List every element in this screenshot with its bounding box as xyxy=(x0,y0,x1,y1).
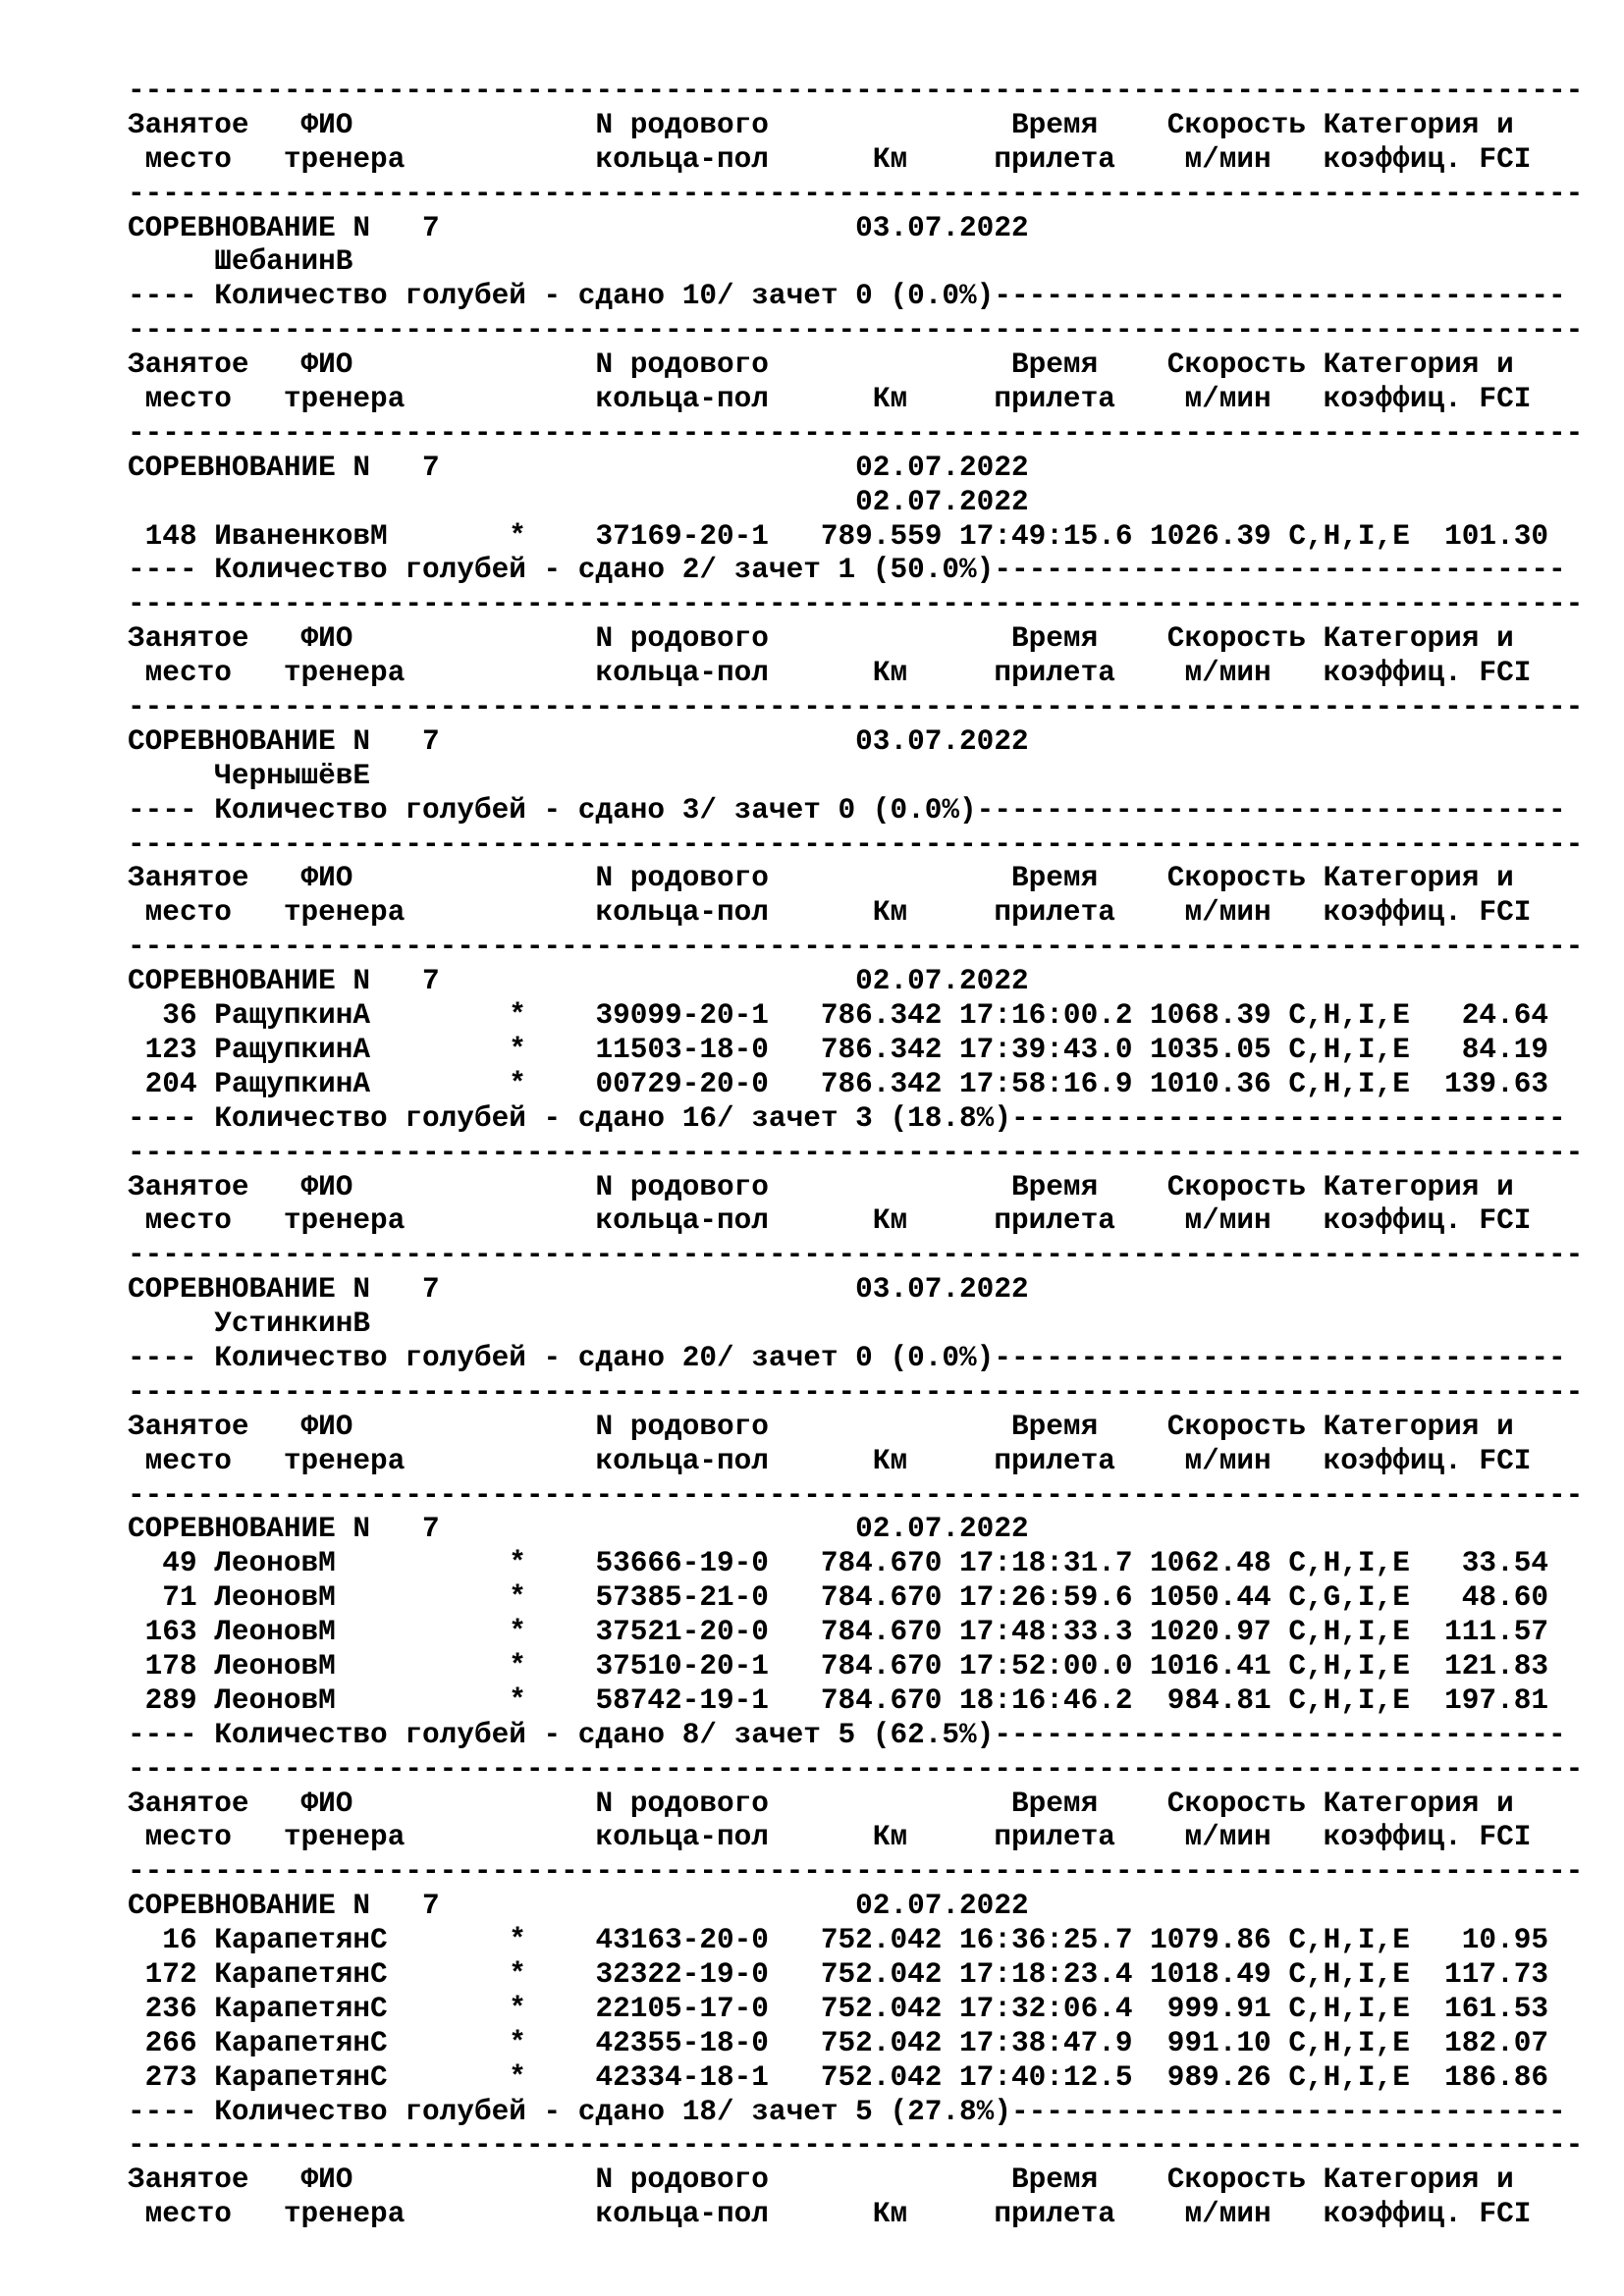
fancier-name-line: 02.07.2022 xyxy=(128,485,1029,518)
result-row: 236 КарапетянС * 22105-17-0 752.042 17:32:06.4 999.91 C,H,I,E 161.53 xyxy=(128,1992,1549,2025)
competition-title-line: СОРЕВНОВАНИЕ N 7 03.07.2022 xyxy=(128,724,1029,758)
separator-line: ------------------------------------------------------------------------------------ xyxy=(128,691,1584,724)
column-header-line: место тренера кольца-пол Км прилета м/мин коэффиц. FCI xyxy=(128,657,1532,690)
column-header-line: Занятое ФИО N родового Время Скорость Категория и xyxy=(128,348,1514,382)
column-header-line: место тренера кольца-пол Км прилета м/мин коэффиц. FCI xyxy=(128,2198,1532,2231)
results-report xyxy=(128,75,1583,2232)
competition-title-line: СОРЕВНОВАНИЕ N 7 02.07.2022 xyxy=(128,1513,1029,1546)
summary-line: ---- Количество голубей - сдано 3/ зачет 0 (0.0%)---------------------------------- xyxy=(128,793,1566,827)
separator-line: ------------------------------------------------------------------------------------ xyxy=(128,931,1584,964)
column-header-line: Занятое ФИО N родового Время Скорость Категория и xyxy=(128,1410,1514,1443)
separator-line: ------------------------------------------------------------------------------------ xyxy=(128,1478,1584,1512)
column-header-line: Занятое ФИО N родового Время Скорость Категория и xyxy=(128,2163,1514,2197)
result-row: 163 ЛеоновМ * 37521-20-0 784.670 17:48:33.3 1020.97 C,H,I,E 111.57 xyxy=(128,1616,1549,1649)
fancier-name-line: ЧернышёвЕ xyxy=(128,759,371,792)
competition-title-line: СОРЕВНОВАНИЕ N 7 02.07.2022 xyxy=(128,451,1029,484)
summary-line: ---- Количество голубей - сдано 2/ зачет 1 (50.0%)--------------------------------- xyxy=(128,554,1566,587)
competition-title-line: СОРЕВНОВАНИЕ N 7 02.07.2022 xyxy=(128,1890,1029,1923)
result-row: 273 КарапетянС * 42334-18-1 752.042 17:40:12.5 989.26 C,H,I,E 186.86 xyxy=(128,2060,1549,2094)
separator-line: ------------------------------------------------------------------------------------ xyxy=(128,314,1584,347)
column-header-line: Занятое ФИО N родового Время Скорость Категория и xyxy=(128,1787,1514,1820)
competition-title-line: СОРЕВНОВАНИЕ N 7 03.07.2022 xyxy=(128,211,1029,244)
result-row: 178 ЛеоновМ * 37510-20-1 784.670 17:52:00.0 1016.41 C,H,I,E 121.83 xyxy=(128,1649,1549,1682)
separator-line: ------------------------------------------------------------------------------------ xyxy=(128,1375,1584,1409)
column-header-line: Занятое ФИО N родового Время Скорость Категория и xyxy=(128,862,1514,895)
summary-line: ---- Количество голубей - сдано 16/ зачет 3 (18.8%)-------------------------------- xyxy=(128,1101,1566,1135)
separator-line: ------------------------------------------------------------------------------------ xyxy=(128,1752,1584,1786)
column-header-line: место тренера кольца-пол Км прилета м/мин коэффиц. FCI xyxy=(128,1204,1532,1238)
separator-line: ------------------------------------------------------------------------------------ xyxy=(128,1136,1584,1169)
competition-title-line: СОРЕВНОВАНИЕ N 7 02.07.2022 xyxy=(128,965,1029,998)
column-header-line: место тренера кольца-пол Км прилета м/мин коэффиц. FCI xyxy=(128,1444,1532,1477)
separator-line: ------------------------------------------------------------------------------------ xyxy=(128,416,1584,450)
separator-line: ------------------------------------------------------------------------------------ xyxy=(128,75,1584,107)
column-header-line: место тренера кольца-пол Км прилета м/мин коэффиц. FCI xyxy=(128,383,1532,416)
separator-line: ------------------------------------------------------------------------------------ xyxy=(128,828,1584,861)
result-row: 123 РащупкинА * 11503-18-0 786.342 17:39:43.0 1035.05 C,H,I,E 84.19 xyxy=(128,1033,1549,1066)
summary-line: ---- Количество голубей - сдано 20/ зачет 0 (0.0%)--------------------------------- xyxy=(128,1341,1566,1374)
result-row: 266 КарапетянС * 42355-18-0 752.042 17:38:47.9 991.10 C,H,I,E 182.07 xyxy=(128,2026,1549,2059)
summary-line: ---- Количество голубей - сдано 8/ зачет 5 (62.5%)--------------------------------- xyxy=(128,1718,1566,1751)
separator-line: ------------------------------------------------------------------------------------ xyxy=(128,588,1584,621)
result-row: 148 ИваненковМ * 37169-20-1 789.559 17:49:15.6 1026.39 C,H,I,E 101.30 xyxy=(128,519,1549,553)
competition-title-line: СОРЕВНОВАНИЕ N 7 03.07.2022 xyxy=(128,1273,1029,1307)
result-row: 204 РащупкинА * 00729-20-0 786.342 17:58:16.9 1010.36 C,H,I,E 139.63 xyxy=(128,1067,1549,1100)
column-header-line: Занятое ФИО N родового Время Скорость Категория и xyxy=(128,622,1514,656)
result-row: 289 ЛеоновМ * 58742-19-1 784.670 18:16:46.2 984.81 C,H,I,E 197.81 xyxy=(128,1683,1549,1717)
summary-line: ---- Количество голубей - сдано 18/ зачет 5 (27.8%)-------------------------------- xyxy=(128,2095,1566,2128)
column-header-line: Занятое ФИО N родового Время Скорость Категория и xyxy=(128,108,1514,141)
separator-line: ------------------------------------------------------------------------------------ xyxy=(128,2129,1584,2163)
fancier-name-line: УстинкинВ xyxy=(128,1308,371,1341)
result-row: 71 ЛеоновМ * 57385-21-0 784.670 17:26:59.6 1050.44 C,G,I,E 48.60 xyxy=(128,1581,1549,1615)
result-row: 49 ЛеоновМ * 53666-19-0 784.670 17:18:31.7 1062.48 C,H,I,E 33.54 xyxy=(128,1547,1549,1580)
result-row: 172 КарапетянС * 32322-19-0 752.042 17:18:23.4 1018.49 C,H,I,E 117.73 xyxy=(128,1957,1549,1991)
column-header-line: место тренера кольца-пол Км прилета м/мин коэффиц. FCI xyxy=(128,896,1532,930)
column-header-line: место тренера кольца-пол Км прилета м/мин коэффиц. FCI xyxy=(128,1821,1532,1854)
column-header-line: Занятое ФИО N родового Время Скорость Категория и xyxy=(128,1170,1514,1203)
result-row: 36 РащупкинА * 39099-20-1 786.342 17:16:00.2 1068.39 C,H,I,E 24.64 xyxy=(128,999,1549,1033)
summary-line: ---- Количество голубей - сдано 10/ зачет 0 (0.0%)--------------------------------- xyxy=(128,280,1566,313)
fancier-name-line: ШебанинВ xyxy=(128,245,353,279)
separator-line: ------------------------------------------------------------------------------------ xyxy=(128,1855,1584,1889)
separator-line: ------------------------------------------------------------------------------------ xyxy=(128,177,1584,210)
column-header-line: место тренера кольца-пол Км прилета м/мин коэффиц. FCI xyxy=(128,142,1532,176)
separator-line: ------------------------------------------------------------------------------------ xyxy=(128,1239,1584,1272)
result-row: 16 КарапетянС * 43163-20-0 752.042 16:36:25.7 1079.86 C,H,I,E 10.95 xyxy=(128,1924,1549,1957)
